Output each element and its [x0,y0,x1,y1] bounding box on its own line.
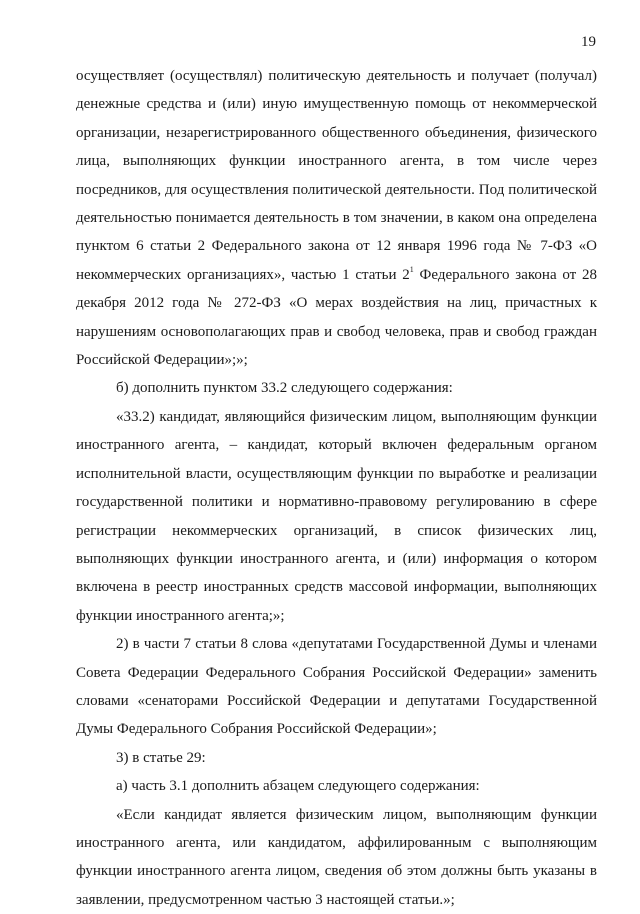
page-number: 19 [581,34,596,50]
paragraph: б) дополнить пунктом 33.2 следующего содержания: [116,380,453,397]
paragraph: «33.2) кандидат, являющийся физическим лицом, выполняющим функции иностранного агента, – кандидат, который включен федеральным органом исполнительной власти, осуществляющим функции по выработке и реализации государственной политики и нормативно-правовому регулированию в сфере регистрации некоммерческих организаций, в список физических лиц, выполняющих функции иностранного агента, и (или) информация о котором включена в реестр иностранных средств массовой информации, выполняющих функции иностранного агента;»; [76,408,597,624]
paragraph: 2) в части 7 статьи 8 слова «депутатами Государственной Думы и членами Совета Федерации Федерального Собрания Российской Федерации» заменить словами «сенаторами Российской Федерации и депутатами Государственной Думы Федерального Собрания Российской Федерации»; [76,636,597,738]
paragraph: а) часть 3.1 дополнить абзацем следующего содержания: [116,778,480,795]
superscript: 1 [409,264,414,274]
paragraph: «Если кандидат является физическим лицом, выполняющим функции иностранного агента, или кандидатом, аффилированным с выполняющим функции иностранного агента лицом, сведения об этом должны быть указаны в заявлении, предусмотренном частью 3 настоящей статьи.»; [76,806,597,908]
document-body [76,62,597,914]
paragraph-continuation [76,62,597,374]
paragraph-text: Федерального закона от 28 декабря 2012 года № 272-ФЗ «О мерах воздействия на лиц, причастных к нарушениям основополагающих прав и свобод человека, прав и свобод граждан Российской Федерации»;»; [76,266,597,369]
paragraph-text: осуществляет (осуществлял) политическую деятельность и получает (получал) денежные средства и (или) иную имущественную помощь от некоммерческой организации, незарегистрированного общественного объединения, физического лица, выполняющих функции иностранного агента, в том числе через посредников, для осуществления политической деятельности. Под политической деятельностью понимается деятельность в том значении, в каком она определена пунктом 6 статьи 2 Федерального закона от 12 января 1996 года № 7-ФЗ «О некоммерческих организациях», частью 1 статьи 2 [76,68,597,283]
paragraph: 3) в статье 29: [116,749,206,766]
